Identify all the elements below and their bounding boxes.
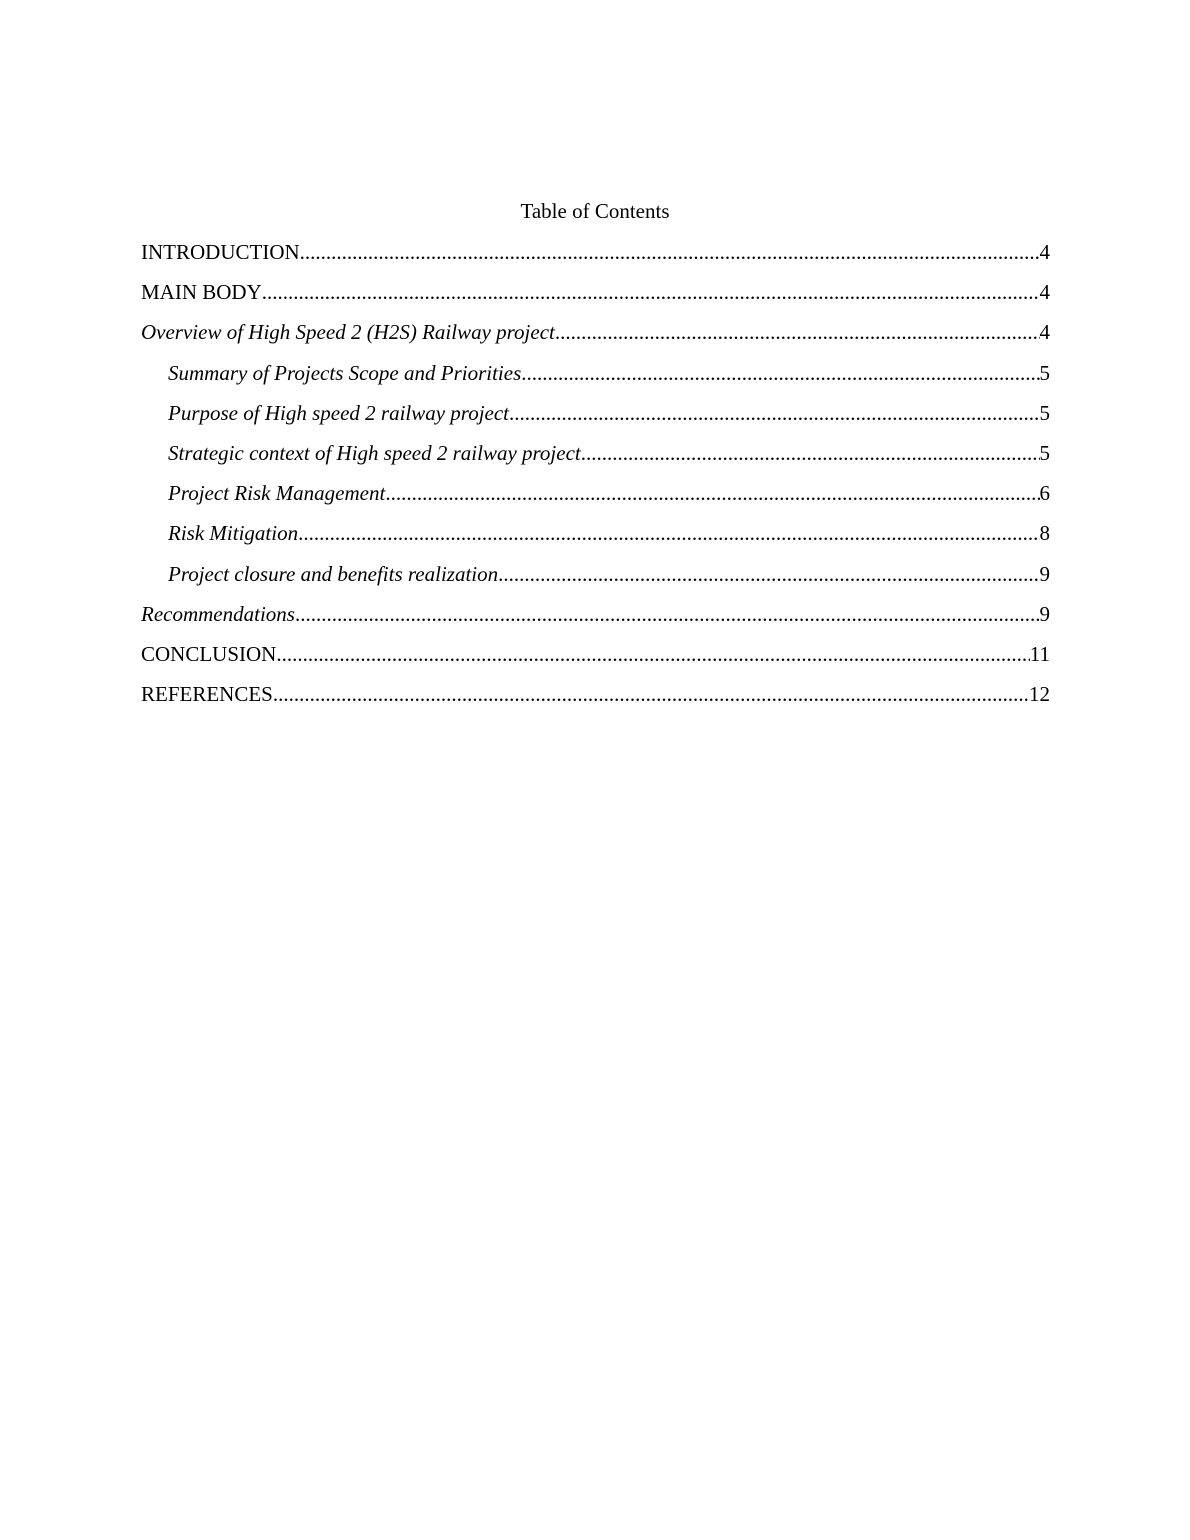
toc-entry[interactable] — [141, 560, 1050, 600]
toc-dot-leader — [555, 318, 1040, 346]
toc-entry-title: Recommendations — [141, 601, 295, 626]
toc-entry[interactable] — [141, 399, 1050, 439]
toc-dot-leader — [276, 640, 1029, 668]
toc-entry-page-number: 4 — [1039, 280, 1050, 305]
toc-entry-page-number: 5 — [1039, 400, 1050, 425]
toc-list — [141, 238, 1050, 720]
toc-dot-leader — [581, 439, 1040, 467]
toc-entry[interactable] — [141, 600, 1050, 640]
toc-entry-title: Summary of Projects Scope and Priorities — [168, 360, 522, 385]
toc-entry-title: Purpose of High speed 2 railway project — [168, 400, 510, 425]
toc-entry[interactable] — [141, 640, 1050, 680]
toc-dot-leader — [498, 560, 1039, 588]
toc-entry[interactable] — [141, 439, 1050, 479]
toc-entry-page-number: 5 — [1039, 440, 1050, 465]
toc-dot-leader — [509, 399, 1039, 427]
toc-dot-leader — [262, 278, 1040, 306]
toc-entry-page-number: 11 — [1029, 641, 1050, 666]
toc-entry-title: Project Risk Management — [168, 481, 386, 506]
toc-entry-title: INTRODUCTION — [141, 240, 300, 264]
toc-entry-title: Risk Mitigation — [168, 521, 299, 546]
toc-entry-page-number: 9 — [1039, 561, 1050, 586]
toc-entry-title: CONCLUSION — [141, 641, 277, 666]
toc-entry-page-number: 5 — [1039, 360, 1050, 385]
toc-entry[interactable] — [141, 318, 1050, 358]
toc-entry[interactable] — [141, 238, 1050, 278]
toc-entry[interactable] — [141, 278, 1050, 318]
toc-dot-leader — [295, 600, 1040, 628]
toc-entry[interactable] — [141, 359, 1050, 399]
toc-title: Table of Contents — [520, 199, 670, 223]
toc-dot-leader — [300, 238, 1040, 266]
toc-dot-leader — [273, 680, 1029, 708]
toc-entry-page-number: 6 — [1039, 481, 1050, 506]
toc-entry[interactable] — [141, 680, 1050, 720]
toc-entry[interactable] — [141, 519, 1050, 559]
toc-dot-leader — [385, 479, 1039, 507]
toc-entry-title: Overview of High Speed 2 (H2S) Railway project — [141, 320, 555, 345]
toc-entry-title: Project closure and benefits realization — [168, 561, 499, 586]
toc-entry-page-number: 4 — [1039, 240, 1050, 264]
toc-entry-page-number: 8 — [1039, 521, 1050, 546]
toc-entry-title: Strategic context of High speed 2 railway project — [168, 440, 581, 465]
toc-entry-title: MAIN BODY — [141, 280, 262, 305]
toc-entry-page-number: 12 — [1029, 682, 1050, 707]
toc-entry[interactable] — [141, 479, 1050, 519]
toc-entry-page-number: 4 — [1039, 320, 1050, 345]
toc-entry-page-number: 9 — [1039, 601, 1050, 626]
toc-dot-leader — [298, 519, 1039, 547]
toc-entry-title: REFERENCES — [141, 682, 273, 707]
toc-dot-leader — [521, 359, 1039, 387]
